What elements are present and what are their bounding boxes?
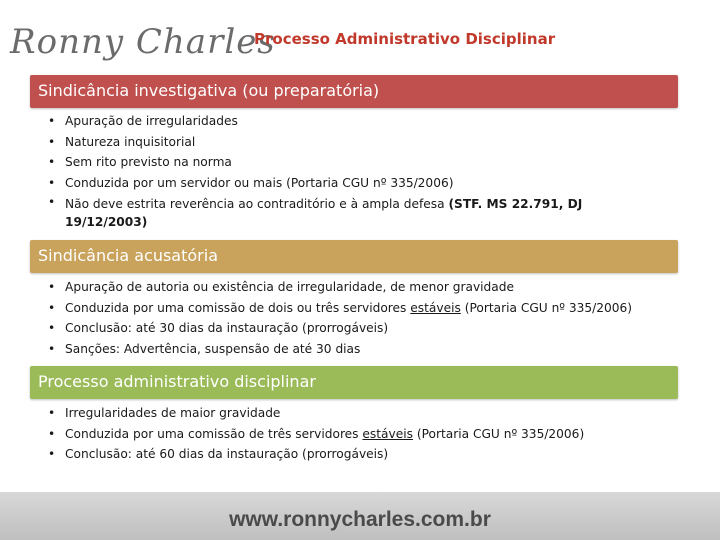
list-item: • Natureza inquisitorial (48, 132, 625, 153)
footer (0, 492, 720, 540)
section-title: Sindicância investigativa (ou preparatória) (38, 81, 380, 100)
list-item: • Conduzida por um servidor ou mais (Portaria CGU nº 335/2006) (48, 173, 625, 194)
slide-title: Processo Administrativo Disciplinar (254, 30, 556, 48)
list-item: • Conclusão: até 30 dias da instauração (prorrogáveis) (48, 318, 632, 339)
list-item: • Conduzida por uma comissão de três servidores estáveis (Portaria CGU nº 335/2006) (48, 424, 584, 445)
section-bar-acusatoria (30, 240, 678, 273)
section-title: Sindicância acusatória (38, 246, 218, 265)
list-item: • Conclusão: até 60 dias da instauração (prorrogáveis) (48, 444, 584, 465)
section-bar-pad (30, 366, 678, 399)
bullet-list-investigativa (48, 111, 625, 231)
bullet-list-pad (48, 403, 584, 465)
list-item: • Sanções: Advertência, suspensão de até 30 dias (48, 339, 632, 360)
bullet-list-acusatoria (48, 277, 632, 359)
logo (10, 14, 276, 70)
list-item: • Conduzida por uma comissão de dois ou três servidores estáveis (Portaria CGU nº 335/2006) (48, 298, 632, 319)
logo-text: Ronny Charles (10, 22, 276, 62)
list-item: • Irregularidades de maior gravidade (48, 403, 584, 424)
list-item: • Não deve estrita reverência ao contraditório e à ampla defesa (STF. MS 22.791, DJ 19/12/2003) (48, 193, 625, 231)
list-item: • Sem rito previsto na norma (48, 152, 625, 173)
section-title: Processo administrativo disciplinar (38, 372, 316, 391)
list-item: • Apuração de autoria ou existência de irregularidade, de menor gravidade (48, 277, 632, 298)
section-bar-investigativa (30, 75, 678, 108)
list-item: • Apuração de irregularidades (48, 111, 625, 132)
footer-url[interactable]: www.ronnycharles.com.br (229, 508, 491, 531)
